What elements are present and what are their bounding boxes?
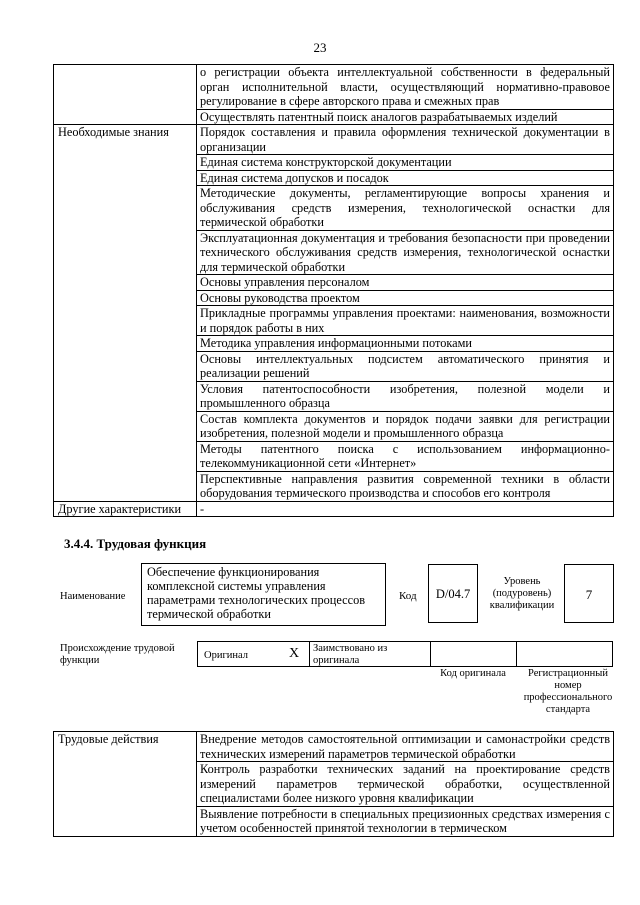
knowledge-item: Методические документы, регламентирующие вопросы хранения и обслуживания средств измерения, технологической оснастки для термической обработки	[197, 186, 614, 231]
knowledge-item: Основы управления персоналом	[197, 275, 614, 291]
origin-label: Происхождение трудовой функции	[60, 643, 175, 666]
divider	[309, 642, 310, 666]
function-name-box: Обеспечение функционирования комплексной системы управления параметрами технологических процессов термической обработки	[141, 563, 386, 626]
level-label: Уровень (подуровень) квалификации	[489, 576, 555, 611]
labour-action-item: Внедрение методов самостоятельной оптимизации и самонастройки средств технических измерений параметров термической обработки	[197, 732, 614, 762]
knowledge-item: Методика управления информационными потоками	[197, 336, 614, 352]
knowledge-item: Состав комплекта документов и порядок подачи заявки для регистрации изобретения, полезной модели и промышленного образца	[197, 411, 614, 441]
divider	[516, 642, 517, 666]
skill-cell: о регистрации объекта интеллектуальной собственности в федеральный орган исполнительной власти, осуществляющий нормативно-правовое регулирование в сфере авторского права и смежных прав	[197, 65, 614, 110]
labour-action-item: Выявление потребности в специальных прецизионных средствах измерения с учетом особенностей принятой технологии в термическом	[197, 806, 614, 836]
level-box: 7	[564, 564, 614, 623]
knowledge-item: Основы руководства проектом	[197, 290, 614, 306]
knowledge-item: Условия патентоспособности изобретения, полезной модели и промышленного образца	[197, 381, 614, 411]
knowledge-item: Прикладные программы управления проектами: наименования, возможности и порядок работы в них	[197, 306, 614, 336]
skill-cell: Осуществлять патентный поиск аналогов разрабатываемых изделий	[197, 109, 614, 125]
knowledge-item: Единая система конструкторской документации	[197, 155, 614, 171]
code-original-label: Код оригинала	[440, 668, 506, 679]
knowledge-label: Необходимые знания	[54, 125, 197, 502]
knowledge-item: Единая система допусков и посадок	[197, 170, 614, 186]
name-label: Наименование	[60, 591, 126, 602]
original-mark: X	[289, 646, 300, 661]
code-box: D/04.7	[428, 564, 478, 623]
code-label: Код	[399, 590, 417, 602]
knowledge-item: Методы патентного поиска с использованием информационно-телекоммуникационной сети «Интернет»	[197, 441, 614, 471]
knowledge-item: Основы интеллектуальных подсистем автоматического принятия и реализации решений	[197, 351, 614, 381]
registration-number-label: Регистрационный номер профессионального стандарта	[523, 668, 613, 715]
knowledge-table	[53, 64, 614, 517]
labour-actions-table	[53, 731, 614, 837]
other-characteristics-label: Другие характеристики	[54, 501, 197, 517]
knowledge-item: Порядок составления и правила оформления технической документации в организации	[197, 125, 614, 155]
page-number: 23	[313, 40, 327, 55]
borrowed-label: Заимствовано из оригинала	[313, 643, 388, 666]
knowledge-item: Эксплуатационная документация и требования безопасности при проведении технического обслуживания средств измерения, технологической оснастки для термической обработки	[197, 230, 614, 275]
labour-actions-label: Трудовые действия	[54, 732, 197, 837]
original-label: Оригинал	[204, 650, 248, 661]
knowledge-item: Перспективные направления развития современной техники в области оборудования термического производства и способов его контроля	[197, 471, 614, 501]
section-heading: 3.4.4. Трудовая функция	[64, 536, 207, 551]
divider	[430, 642, 431, 666]
other-characteristics-value: -	[197, 501, 614, 517]
empty-label-cell	[54, 65, 197, 125]
labour-action-item: Контроль разработки технических заданий на проектирование средств измерений параметров термической обработки, осуществленной специалистами более низкого уровня квалификации	[197, 762, 614, 807]
origin-table	[197, 641, 613, 667]
